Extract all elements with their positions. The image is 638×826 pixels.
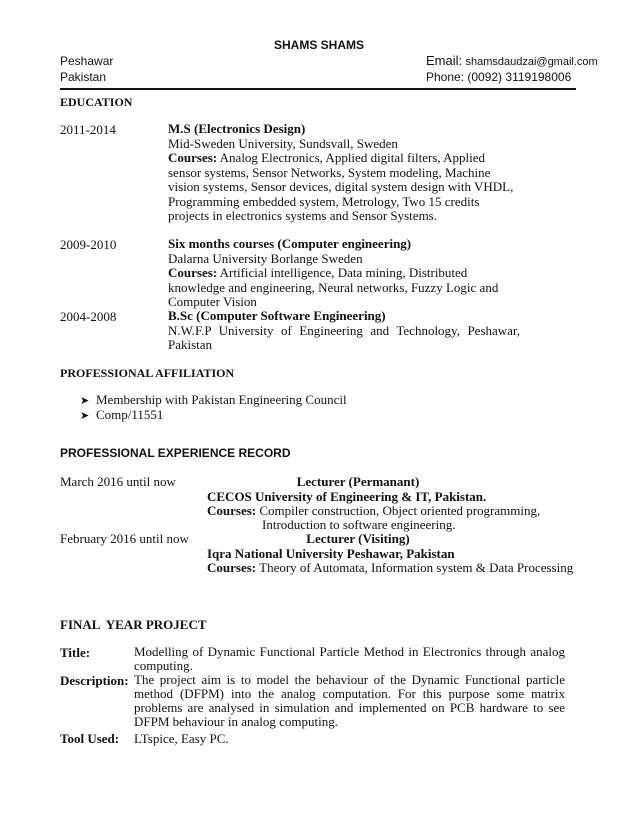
employer: Iqra National University Peshawar, Pakistan [207,546,455,561]
courses-label: Courses: [207,560,257,575]
institution: Mid-Sweden University, Sundsvall, Sweden [168,135,398,151]
arrow-bullet-icon: ➤ [80,410,90,422]
header-divider [60,88,576,90]
courses-list: Artificial intelligence, Data mining, Distributed knowledge and engineering, Neural networks, Fuzzy Logic and Computer Vision [168,265,499,309]
list-item [80,392,347,408]
arrow-bullet-icon: ➤ [80,395,90,407]
affiliation-heading: PROFESSIONAL AFFILIATION [60,366,235,380]
city: Peshawar [60,54,114,68]
project-title: Modelling of Dynamic Functional Particle Method in Electronics through analog computing. [134,644,565,673]
education-entry [168,309,520,353]
education-years: 2004-2008 [60,309,117,324]
project-description-label: Description: [60,673,129,688]
courses-label: Courses: [207,503,257,518]
courses-list: Compiler construction, Object oriented programming, [259,503,541,518]
courses-list-continued: Introduction to software engineering. [262,517,456,532]
experience-heading: PROFESSIONAL EXPERIENCE RECORD [60,446,291,460]
experience-date: March 2016 until now [60,474,176,489]
tool-label: Tool Used: [60,731,120,746]
education-years: 2011-2014 [60,122,116,137]
job-courses [207,560,573,576]
list-item [80,407,163,423]
job-title: Lecturer (Visiting) [306,531,410,546]
phone: Phone: (0092) 3119198006 [426,70,572,84]
degree: B.Sc (Computer Software Engineering) [168,308,386,323]
education-years: 2009-2010 [60,237,117,252]
degree: M.S (Electronics Design) [168,121,306,136]
project-description: The project aim is to model the behaviour of the Dynamic Functional particle method (DFPM) into the analog computation. For this purpose some matrix problems are analysed in simulation and implemented on PCB hardware to see DFPM behaviour in analog computing. [134,672,565,729]
tool-used: LTspice, Easy PC. [134,731,229,746]
project-heading: FINAL YEAR PROJECT [60,617,207,632]
affiliation-text: Comp/11551 [96,407,164,422]
education-heading: EDUCATION [60,95,133,109]
email-line [426,53,598,68]
email-label: Email: [426,53,463,68]
degree: Six months courses (Computer engineering) [168,236,412,251]
affiliation-text: Membership with Pakistan Engineering Council [96,392,347,407]
project-title-label: Title: [60,645,91,660]
institution: N.W.F.P University of Engineering and Technology, Peshawar, Pakistan [168,322,520,352]
resume-name: SHAMS SHAMS [273,38,364,52]
courses-list: Analog Electronics, Applied digital filters, Applied sensor systems, Sensor Networks, System modeling, Machine vision systems, Sensor devices, digital system design with VHDL, Programming embedded system, Metrology, Two 15 credits projects in electronics systems and Sensor Systems. [168,150,514,223]
courses-label: Courses: [168,265,218,280]
email-address[interactable]: shamsdaudzai@gmail.com [465,56,598,68]
experience-date: February 2016 until now [60,531,189,546]
employer: CECOS University of Engineering & IT, Pakistan. [207,489,487,504]
courses-list: Theory of Automata, Information system & Data Processing [259,560,574,575]
education-entry [168,237,524,310]
country: Pakistan [60,70,107,84]
institution: Dalarna University Borlange Sweden [168,250,363,266]
education-entry [168,122,520,224]
job-title: Lecturer (Permanant) [296,474,420,489]
courses-label: Courses: [168,150,218,165]
